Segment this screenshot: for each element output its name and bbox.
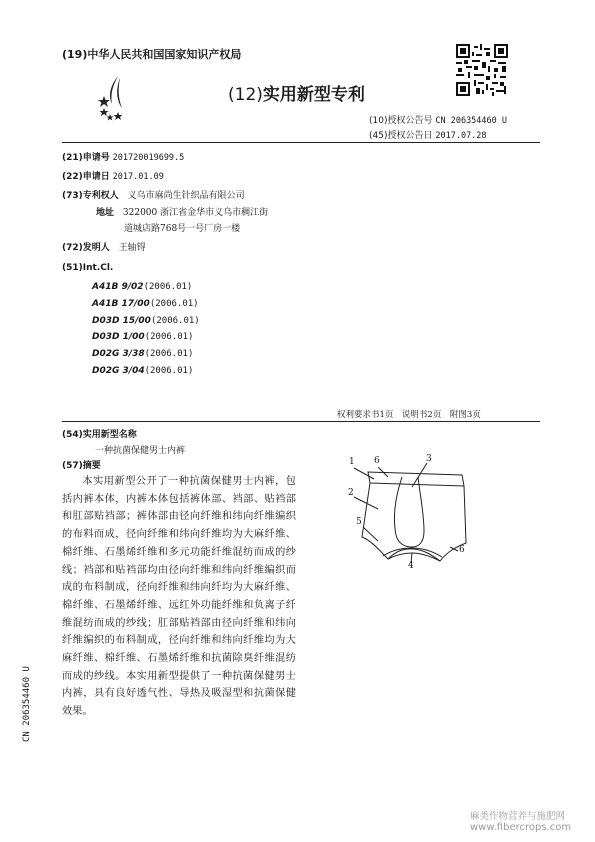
doc-type-line (228, 80, 365, 105)
waistband (368, 472, 464, 486)
ipc-list (92, 279, 200, 380)
ipc-code: A41B 17/00 (92, 298, 150, 309)
app-no-label: (21)申请号 (62, 153, 110, 163)
doc-type-code: (12) (228, 85, 263, 105)
title-label: (54)实用新型名称 (62, 430, 137, 440)
page-counts: 权利要求书1页 说明书2页 附图3页 (337, 410, 481, 420)
office-line (62, 46, 241, 62)
figure-label: 4 (408, 561, 414, 571)
ipc-version: (2006.01) (149, 298, 199, 309)
pub-date-label: (45)授权公告日 (369, 131, 433, 141)
app-no-row (62, 150, 184, 163)
owner-label: (73)专利权人 (62, 191, 119, 201)
cnipa-emblem-icon (96, 74, 132, 122)
address-label: 地址 (96, 208, 115, 218)
ipc-entry (92, 296, 200, 313)
header-rule (62, 142, 540, 143)
abstract-label: (57)摘要 (62, 461, 101, 471)
ipc-version: (2006.01) (144, 349, 194, 360)
address-line-1: 322000 浙江省金华市义乌市稠江街 (122, 208, 269, 218)
figure-label: 6 (459, 545, 465, 555)
leader-line (354, 468, 374, 479)
ipc-version: (2006.01) (144, 365, 194, 376)
leader-line (412, 463, 427, 487)
underwear-figure (340, 455, 470, 575)
figure-label: 2 (348, 488, 354, 498)
gusset (388, 553, 440, 561)
pub-no-value: CN 206354460 U (435, 116, 508, 126)
owner-value: 义乌市麻尚生针织品有限公司 (127, 191, 245, 201)
utility-model-title: 一种抗菌保健男士内裤 (95, 446, 186, 456)
app-no-value: 201720019699.5 (112, 153, 185, 163)
ipc-entry (92, 313, 200, 330)
ipc-entry (92, 329, 200, 346)
figure-label: 3 (426, 454, 432, 464)
intcl-label-text: (51)Int.Cl. (62, 263, 114, 273)
address-row (96, 205, 268, 218)
ipc-code: A41B 9/02 (92, 282, 144, 292)
inventor-row (62, 240, 146, 253)
ipc-code: D02G 3/04 (92, 365, 145, 376)
ipc-entry (92, 279, 200, 296)
intcl-label (62, 263, 113, 273)
figure-label: 6 (374, 456, 380, 466)
section-rule (62, 421, 540, 422)
figure-label: 1 (349, 457, 355, 467)
watermark-line-1: 麻类作物营养与施肥网 (470, 811, 566, 822)
pub-date-row (369, 128, 487, 141)
trunk-body (362, 483, 466, 561)
ipc-version: (2006.01) (144, 332, 194, 343)
doc-type: 实用新型专利 (262, 85, 365, 105)
ipc-code: D02G 3/38 (92, 349, 145, 360)
ipc-entry (92, 363, 200, 380)
watermark-line-2: www.fibercrops.com (470, 822, 572, 833)
ipc-code: D03D 15/00 (92, 315, 151, 326)
office-code: (19) (62, 48, 88, 61)
app-date-label: (22)申请日 (62, 172, 110, 182)
abstract-text: 本实用新型公开了一种抗菌保健男士内裤，包括内裤本体，内裤本体包括裤体部、裆部、贴裆部和肛部贴裆部；裤体部由径向纤维和纬向纤维编织的布料而成，径向纤维和纬向纤维均为大麻纤维、棉纤维、石墨烯纤维和多元功能纤维混纺而成的纱线；裆部和贴裆部均由径向纤维和纬向纤维编织而成的布料制成，径向纤维和纬向纤均为大麻纤维、棉纤维、石墨烯纤维、远红外功能纤维和负离子纤维混纺而成的纱线；肛部贴裆部由径向纤维和纬向纤维编织的布料制成，径向纤维和纬向纤维均为大麻纤维、棉纤维、石墨烯纤维和抗菌除臭纤维混纺而成的纱线。本实用新型提供了一种抗菌保健男士内裤，具有良好透气性、导热及吸湿型和抗菌保健效果。 (62, 476, 296, 718)
side-publication-number: CN 206354460 U (22, 666, 32, 742)
ipc-entry (92, 346, 200, 363)
pub-no-label: (10)授权公告号 (369, 116, 433, 126)
qr-code-icon (456, 44, 508, 96)
pub-date-value: 2017.07.28 (435, 131, 487, 141)
pouch (394, 477, 424, 547)
inventor-label: (72)发明人 (62, 243, 110, 253)
owner-row (62, 188, 245, 201)
ipc-version: (2006.01) (150, 315, 200, 326)
app-date-row (62, 169, 164, 182)
app-date-value: 2017.01.09 (112, 172, 164, 182)
ipc-version: (2006.01) (143, 282, 193, 292)
office-name: 中华人民共和国国家知识产权局 (87, 48, 242, 61)
figure-label: 5 (356, 517, 362, 527)
pub-no-row (369, 113, 507, 126)
address-line-2: 道城店路768号一号厂房一楼 (124, 224, 241, 234)
inventor-value: 王轴锝 (118, 243, 146, 253)
ipc-code: D03D 1/00 (92, 332, 145, 343)
